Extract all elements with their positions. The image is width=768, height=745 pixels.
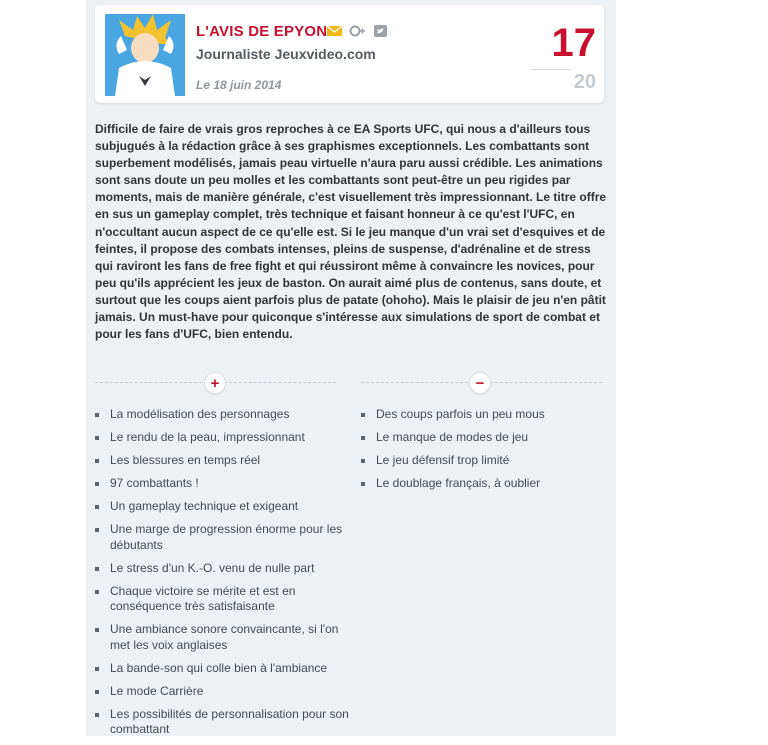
con-item: Le manque de modes de jeu xyxy=(360,430,610,446)
con-item: Le doublage français, à oublier xyxy=(360,476,610,492)
pro-item: Le mode Carrière xyxy=(94,684,354,700)
pros-list xyxy=(94,407,354,745)
score-max: 20 xyxy=(573,71,596,93)
minus-icon: − xyxy=(475,374,485,392)
author-role: Journaliste Jeuxvideo.com xyxy=(196,46,376,62)
pro-item: Chaque victoire se mérite et est en conséquence très satisfaisante xyxy=(94,584,354,615)
review-date: Le 18 juin 2014 xyxy=(196,78,282,92)
pro-item: Le rendu de la peau, impressionnant xyxy=(94,430,354,446)
plus-icon: + xyxy=(210,374,220,392)
author-name[interactable]: L'AVIS DE EPYON xyxy=(196,23,328,40)
pro-item: Les blessures en temps réel xyxy=(94,453,354,469)
pro-item: Les possibilités de personnalisation pour son combattant xyxy=(94,707,354,738)
twitter-icon[interactable] xyxy=(372,24,389,38)
pro-item: Une marge de progression énorme pour les débutants xyxy=(94,522,354,553)
con-item: Des coups parfois un peu mous xyxy=(360,407,610,423)
mail-icon[interactable] xyxy=(326,24,343,38)
pros-badge xyxy=(204,372,226,394)
cons-badge xyxy=(469,372,491,394)
pro-item: Le stress d'un K.-O. venu de nulle part xyxy=(94,561,354,577)
pro-item: La bande-son qui colle bien à l'ambiance xyxy=(94,661,354,677)
con-item: Le jeu défensif trop limité xyxy=(360,453,610,469)
pro-item: La modélisation des personnages xyxy=(94,407,354,423)
review-text: Difficile de faire de vrais gros reproches à ce EA Sports UFC, qui nous a d'ailleurs tous subjugués à la rédaction grâce à ses graphismes exceptionnels. Les combattants sont superbement modélisés, jamais peau virtuelle n'aura paru aussi crédible. Les animations sont sans doute un peu molles et les combattants sont peut-être un peu rigides par moments, mais de manière générale, c'est visuellement très impressionnant. Le titre offre en sus un gameplay complet, très technique et faisant honneur à ce qu'est l'UFC, en n'occultant aucun aspect de ce qu'elle est. Si le jeu manque d'un vrai set d'esquives et de feintes, il propose des combats intenses, pleins de suspense, d'adrénaline et de stress qui raviront les fans de free fight et qui réussiront même à convaincre les novices, pour peu qu'ils apprécient les jeux de baston. On aurait aimé plus de contenus, sans doute, et surtout que les coups aient parfois plus de patate (ohoho). Mais le plaisir de jeu n'en pâtit jamais. Un must-have pour quiconque s'intéresse aux simulations de sport de combat et pour les fans d'UFC, bien entendu. xyxy=(95,122,607,342)
reviewer-avatar[interactable] xyxy=(105,14,185,96)
google-plus-icon[interactable] xyxy=(349,24,366,38)
pro-item: Une ambiance sonore convaincante, si l'on met les voix anglaises xyxy=(94,622,354,653)
score-value: 17 xyxy=(551,21,596,65)
pro-item: Un gameplay technique et exigeant xyxy=(94,499,354,515)
cons-list xyxy=(360,407,610,499)
reviewer-card xyxy=(95,5,604,103)
pro-item: 97 combattants ! xyxy=(94,476,354,492)
